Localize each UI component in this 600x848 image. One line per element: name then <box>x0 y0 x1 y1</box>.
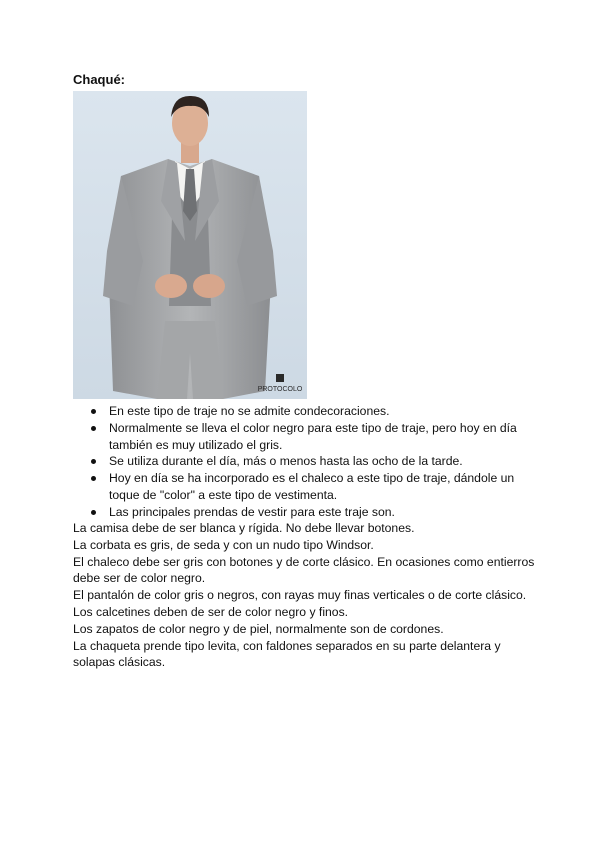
list-item: Hoy en día se ha incorporado es el chaleco a este tipo de traje, dándole un toque de "color" a este tipo de vestimenta. <box>73 470 533 504</box>
paragraph-jacket: La chaqueta prende tipo levita, con faldones separados en su parte delantera y solapas clásicas. <box>73 638 501 670</box>
bullet-icon <box>91 409 96 414</box>
list-item: Normalmente se lleva el color negro para este tipo de traje, pero hoy en día también es muy utilizado el gris. <box>73 420 533 454</box>
photo-logo-text: PROTOCOLO <box>257 386 303 393</box>
bullet-icon <box>91 476 96 481</box>
bullet-icon <box>91 459 96 464</box>
list-item: Las principales prendas de vestir para este traje son. <box>73 504 533 521</box>
paragraph-socks: Los calcetines deben de ser de color negro y finos. <box>73 604 349 619</box>
paragraph-shirt: La camisa debe de ser blanca y rígida. No debe llevar botones. <box>73 521 415 535</box>
paragraph-waistcoat: El chaleco debe ser gris con botones y de corte clásico. En ocasiones como entierros debe ser de color negro. <box>73 554 535 586</box>
list-item: Se utiliza durante el día, más o menos hasta las ocho de la tarde. <box>73 453 533 470</box>
morning-suit-photo <box>73 91 307 399</box>
bullet-list <box>73 403 533 521</box>
list-item: En este tipo de traje no se admite condecoraciones. <box>73 403 533 420</box>
garment-descriptions <box>73 520 543 671</box>
crest-icon <box>276 374 284 382</box>
bullet-icon <box>91 426 96 431</box>
paragraph-tie: La corbata es gris, de seda y con un nudo tipo Windsor. <box>73 537 374 552</box>
bullet-icon <box>91 510 96 515</box>
section-heading: Chaqué: <box>73 72 125 87</box>
paragraph-shoes: Los zapatos de color negro y de piel, normalmente son de cordones. <box>73 621 444 636</box>
paragraph-trousers: El pantalón de color gris o negros, con rayas muy finas verticales o de corte clásico. <box>73 588 527 603</box>
